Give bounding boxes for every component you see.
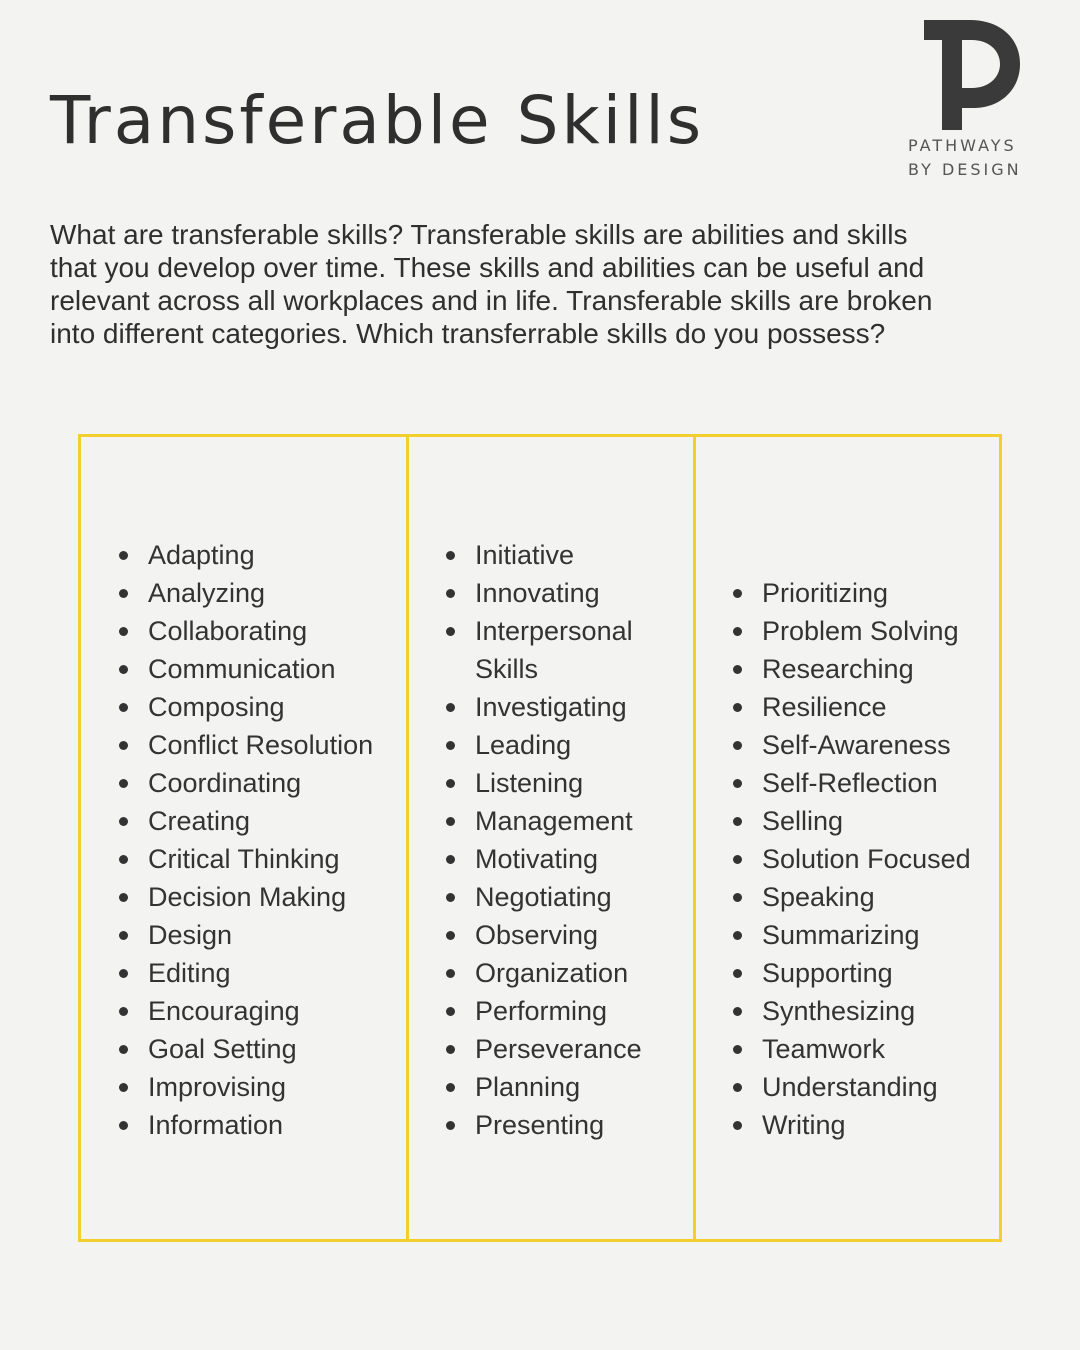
skill-item: Supporting: [762, 954, 971, 992]
skill-item: Information: [148, 1106, 373, 1144]
skill-item: Creating: [148, 802, 373, 840]
skill-item: Decision Making: [148, 878, 373, 916]
skill-item: Communication: [148, 650, 373, 688]
skill-item: Conflict Resolution: [148, 726, 373, 764]
column-divider-1: [406, 437, 409, 1239]
skill-item: Synthesizing: [762, 992, 971, 1030]
skill-item: Analyzing: [148, 574, 373, 612]
skill-item: Teamwork: [762, 1030, 971, 1068]
intro-paragraph: What are transferable skills? Transferable skills are abilities and skills that you develop over time. These skills and abilities can be useful and relevant across all workplaces and in life. Transferable skills are broken into different categories. Which transferrable skills do you possess?: [50, 219, 933, 349]
skills-column-1: [110, 536, 373, 1144]
skill-item: Self-Awareness: [762, 726, 971, 764]
skill-item: Motivating: [475, 840, 655, 878]
pathways-p-logo-icon: [924, 20, 1020, 130]
skill-item: Initiative: [475, 536, 655, 574]
skill-item: Resilience: [762, 688, 971, 726]
skill-item: Organization: [475, 954, 655, 992]
skill-item: Listening: [475, 764, 655, 802]
skill-item: Planning: [475, 1068, 655, 1106]
skill-item: Perseverance: [475, 1030, 655, 1068]
skills-column-2: [437, 536, 655, 1144]
skill-item: Interpersonal Skills: [475, 612, 655, 688]
skill-item: Composing: [148, 688, 373, 726]
skills-column-3: [724, 574, 971, 1144]
skill-item: Critical Thinking: [148, 840, 373, 878]
brand-line-1: PATHWAYS: [908, 136, 1017, 155]
skill-item: Performing: [475, 992, 655, 1030]
column-divider-2: [693, 437, 696, 1239]
brand-line-2: BY DESIGN: [908, 160, 1022, 179]
skill-item: Researching: [762, 650, 971, 688]
skill-item: Writing: [762, 1106, 971, 1144]
skills-grid: [78, 434, 1002, 1242]
skill-item: Editing: [148, 954, 373, 992]
skill-item: Self-Reflection: [762, 764, 971, 802]
skill-item: Summarizing: [762, 916, 971, 954]
skill-item: Leading: [475, 726, 655, 764]
skill-item: Solution Focused: [762, 840, 971, 878]
brand-logo: [908, 20, 1038, 180]
skill-item: Management: [475, 802, 655, 840]
skill-item: Prioritizing: [762, 574, 971, 612]
skill-item: Goal Setting: [148, 1030, 373, 1068]
skill-item: Encouraging: [148, 992, 373, 1030]
skill-item: Coordinating: [148, 764, 373, 802]
skill-item: Design: [148, 916, 373, 954]
skill-item: Speaking: [762, 878, 971, 916]
skill-item: Collaborating: [148, 612, 373, 650]
skill-item: Selling: [762, 802, 971, 840]
skill-item: Innovating: [475, 574, 655, 612]
brand-name: [908, 134, 1038, 182]
skill-item: Adapting: [148, 536, 373, 574]
skill-item: Presenting: [475, 1106, 655, 1144]
page-title: Transferable Skills: [50, 82, 705, 159]
skill-item: Observing: [475, 916, 655, 954]
skill-item: Problem Solving: [762, 612, 971, 650]
skill-item: Investigating: [475, 688, 655, 726]
skill-item: Negotiating: [475, 878, 655, 916]
skill-item: Improvising: [148, 1068, 373, 1106]
skill-item: Understanding: [762, 1068, 971, 1106]
